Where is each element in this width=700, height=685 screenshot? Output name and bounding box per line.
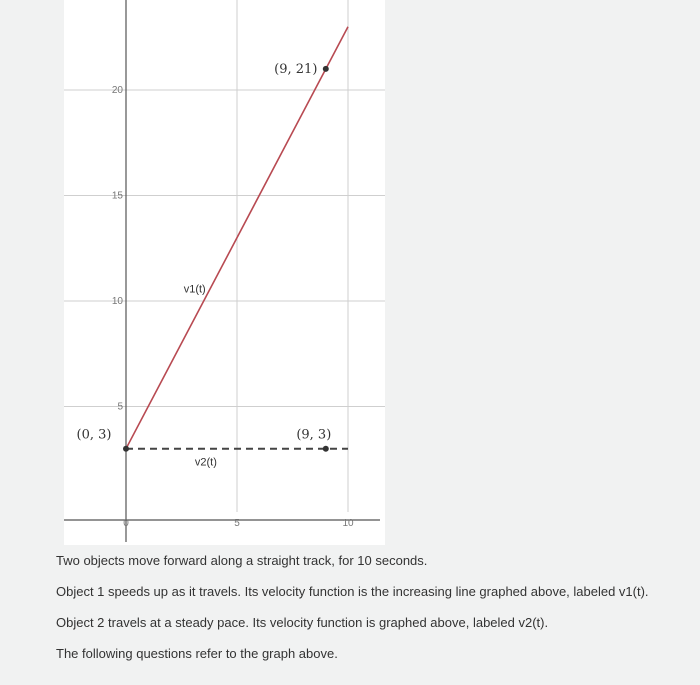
x-tick-label: 5 xyxy=(234,518,240,529)
y-tick-label: 15 xyxy=(111,190,123,202)
y-tick-label: 10 xyxy=(111,296,123,307)
data-point xyxy=(123,446,129,452)
caption xyxy=(56,552,686,676)
caption-line-2: Object 1 speeds up as it travels. Its velocity function is the increasing line graphed above, labeled v1(t). xyxy=(56,584,649,599)
caption-line-1: Two objects move forward along a straight track, for 10 seconds. xyxy=(56,553,428,568)
series-label: v1(t) xyxy=(183,283,206,296)
point-label: (9, 3) xyxy=(296,427,332,443)
plot-panel xyxy=(64,0,385,545)
point-label: (9, 21) xyxy=(274,61,318,77)
series-label: v2(t) xyxy=(194,456,217,469)
y-tick-label: 5 xyxy=(117,401,123,413)
point-label: (0, 3) xyxy=(76,427,112,443)
caption-line-3: Object 2 travels at a steady pace. Its velocity function is graphed above, labeled v2(t). xyxy=(56,615,549,630)
x-tick-label: 0 xyxy=(123,518,129,529)
data-point xyxy=(323,446,329,452)
x-tick-label: 10 xyxy=(342,518,354,529)
caption-line-4: The following questions refer to the graph above. xyxy=(56,646,338,661)
y-tick-label: 20 xyxy=(111,85,123,96)
data-point xyxy=(323,66,329,72)
